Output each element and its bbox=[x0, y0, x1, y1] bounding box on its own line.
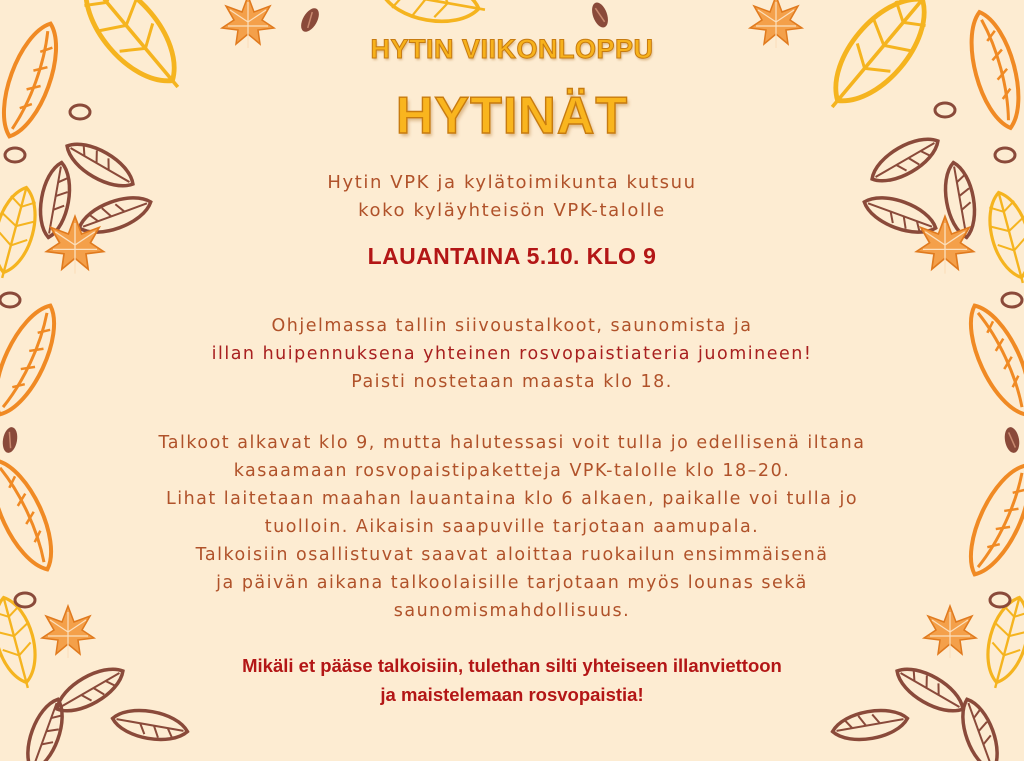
program-line-2: illan huipennuksena yhteinen rosvopaistiateria juomineen! bbox=[211, 344, 813, 364]
details-line-2: kasaamaan rosvopaistipaketteja VPK-talolle klo 18–20. bbox=[233, 461, 791, 481]
event-date: LAUANTAINA 5.10. KLO 9 bbox=[367, 243, 657, 269]
details-line-1: Talkoot alkavat klo 9, mutta halutessasi voit tulla jo edellisenä iltana bbox=[158, 433, 866, 453]
details-line-7: saunomismahdollisuus. bbox=[393, 601, 631, 621]
details-line-3: Lihat laitetaan maahan lauantaina klo 6 alkaen, paikalle voi tulla jo bbox=[165, 489, 859, 509]
closing-line-1: Mikäli et pääse talkoisiin, tulethan silti yhteiseen illanviettoon bbox=[242, 655, 782, 676]
details-line-4: tuolloin. Aikaisin saapuville tarjotaan aamupala. bbox=[264, 517, 760, 537]
invite-line-1: Hytin VPK ja kylätoimikunta kutsuu bbox=[327, 172, 697, 193]
event-subtitle: HYTIN VIIKONLOPPU bbox=[370, 34, 654, 64]
details-line-6: ja päivän aikana talkoolaisille tarjotaan myös lounas sekä bbox=[216, 573, 808, 593]
invite-line-2: koko kyläyhteisön VPK-talolle bbox=[358, 200, 666, 221]
closing-line-2: ja maistelemaan rosvopaistia! bbox=[380, 684, 644, 705]
program-line-1: Ohjelmassa tallin siivoustalkoot, saunomista ja bbox=[271, 316, 753, 336]
program-line-3: Paisti nostetaan maasta klo 18. bbox=[351, 372, 673, 392]
event-title: HYTINÄT bbox=[395, 87, 629, 145]
details-line-5: Talkoisiin osallistuvat saavat aloittaa ruokailun ensimmäisenä bbox=[195, 545, 829, 565]
